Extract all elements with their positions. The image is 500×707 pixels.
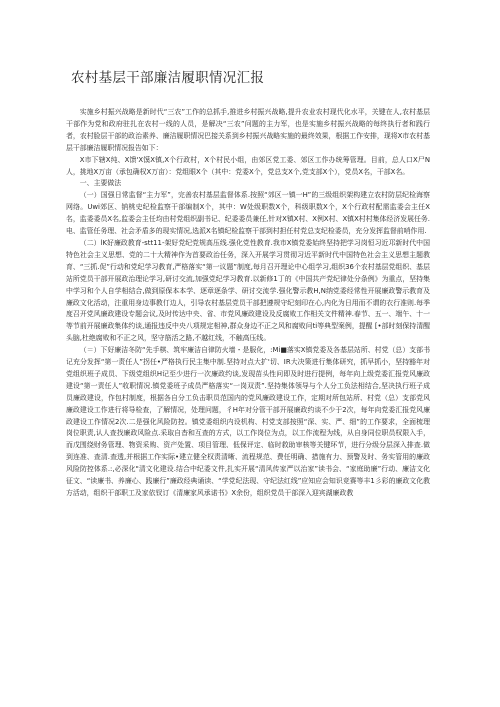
paragraph-intro: 实施乡村振兴战略是新时代“三农”工作的总抓手,推进乡村振兴战略,提升农业农村现代化水平，关键在人,农村基层干部作为党和政府驻扎在农村一线的人员，是解决“三农”问题的主力军，也是实施乡村振兴战略的每终执行者和践行者，农村脸层干部的政治素养、廉洁履职情况巴接关系到乡村振兴战略实施的最终效果，根据工作安排，现将X市农村基层干部廉洁履职情况报告如下：: [66, 108, 430, 152]
paragraph-risk-prevention: （＝）下好廉洁冬防“先手棋、筑牢廉洁自律防火墙・是服化，:Mi■落实X镇党委及各基层站所、村党（总）支部书记充分发挥“第一责任人”拐任•严格执行民主集中制.坚持对点大扩'切、IR大决策进行集体研究，抓早抓小，坚持豁年对党组织班子成员、下级党组织H记至少进行一次廉政约谈,发现苗头性问即及时进行提例，每年向上级党委汇报党风廉政建设“第一责任人”收职情况.镇党委班子成员严格落实“一岗双责”.坚持集体领导与个人分工负法相结合,坚决执行班子成员廉政建设，作包村制度，根据各自分工负击职员范国内的党风廉政建设工作，定期对所包站所、村党（总）支部党风廉政建设工作进行将导检查，了解情况，处理问题，彳H年对分管干部开展廉政约谈不少于2次，每年向党委汇报党风廉政建设工作情况2次.二是强化风险防控。镇党委组织内设机构、村党支部按照“深、实、严、细”的工作要求，全面梳理岗位职责,认人查找廉政风险点.采取自杳和互查的方式，以工作岗位为点，以工作流程为线，从自身同位职员权限入手，而戊围绕财务管理、物资采购、资产处置、项目管理、低保评定、临时救助审核等关键环节，进行分级分层深入排查.做到连准、查清.查透,并根据工作实际•建立健全权责清晰、流程规范、费任明确、措施有力、预警及时、务实管用的廉政风险防控体系.:,必深化"清文化建设.结合中纪委文件,扎实开展“清风传家严以治家”读书会、“家庭助廉”行动、廉洁文化征文、“读廉书、养廉心、践廉行”廉政经典诵读、“学党纪法现、守纪法红线”应知应会知识竞赛等丰1彡彩的廉政文化教方活动，组织干部职工及家依钗订《清廉家风承诺书》X余份，组织党员干部深入迎宾湖廉政教: [66, 346, 430, 497]
paragraph-overview: X市下辖X纯、X馈'X馍X镇,X个行政村，X个村民小组，由郊区党工委、郊区工作办统筹管理。目前，总人口X尸N人，挑地X万亩（承包确权X万亩）：党组眼X个（其中：党委X个，党总支X个,党支部X个），党员X名，干部X名。: [66, 155, 430, 176]
document-title: 农村基层干部廉洁履职情况汇报: [71, 70, 265, 86]
paragraph-supervision: （一）国强日常监督“主力军”，完善农村基层监督体系.按照“郊区一镇一H”的三级组织架构建立农村防层纪检海察网络。Uwi郊区、钠桃史纪检监察干部编制X个，其中：W处级职数X个，科级职数X个，X个行政村配需监委会主任X名，监委委员X名,监委会主任均由村党组织副书记、纪委委员兼任,针对X镇X村、X例X村、X镇X村村集体经济发展任务.电、监管任务理、社会矛盾多的现实情况,选派X名镇纪检监察干部到村担任村党总支纪检委员，充分发挥监督前哨作用.: [66, 191, 430, 236]
section-heading-main-practices: 一、主要做法: [79, 179, 122, 188]
paragraph-integrity-education: （二）lK好廉政教育-stt11-架好党纪党规高压线.强化党性教育.我市X镇党委始终坚持把学习岗恒习近邛新时代中国特色社会主义思想、党的二十大精神作为首要政治任务，深入开展学习贯彻习近平新时代中国特色社会主义思想主题教育、“三抓.促”行动和党纪学习教育,严格落实“第一议题”制度,每月召开理论中心组学习,组织36个农村基层党组织、基层站所党员干部开展政治理论学习,研讨交流,加强党纪学习教育.以新修1丁的《中国共产党纪律处分条例》为重点，坚持集中学习和个人自学相结合,做到原保本本学、逐章逐条学、研讨交流学.强化警示教H,N纳党委经常性开展廉政警示教育及廉政文化活动，注重用身边事教仃边人，引导农村基层党员干部把遵规守纪刻印在心,内化为日用而不谓的衣行准则.每季度召开党风廉政建设专题会议,及时传达中央、省、市党风廉政建设及反腐败工作相关文件精神.春节、五一、端午、十一等节前开展廉政集体约谈,通报违反中央八项规定相神,群众身边不正之风和腐败问ti等典型案例，提醒 [•部时刻保持清醒头脑,杜绝腐败和不正之风，坚守筋活之路,不越红线，不触高压线。: [66, 238, 430, 343]
